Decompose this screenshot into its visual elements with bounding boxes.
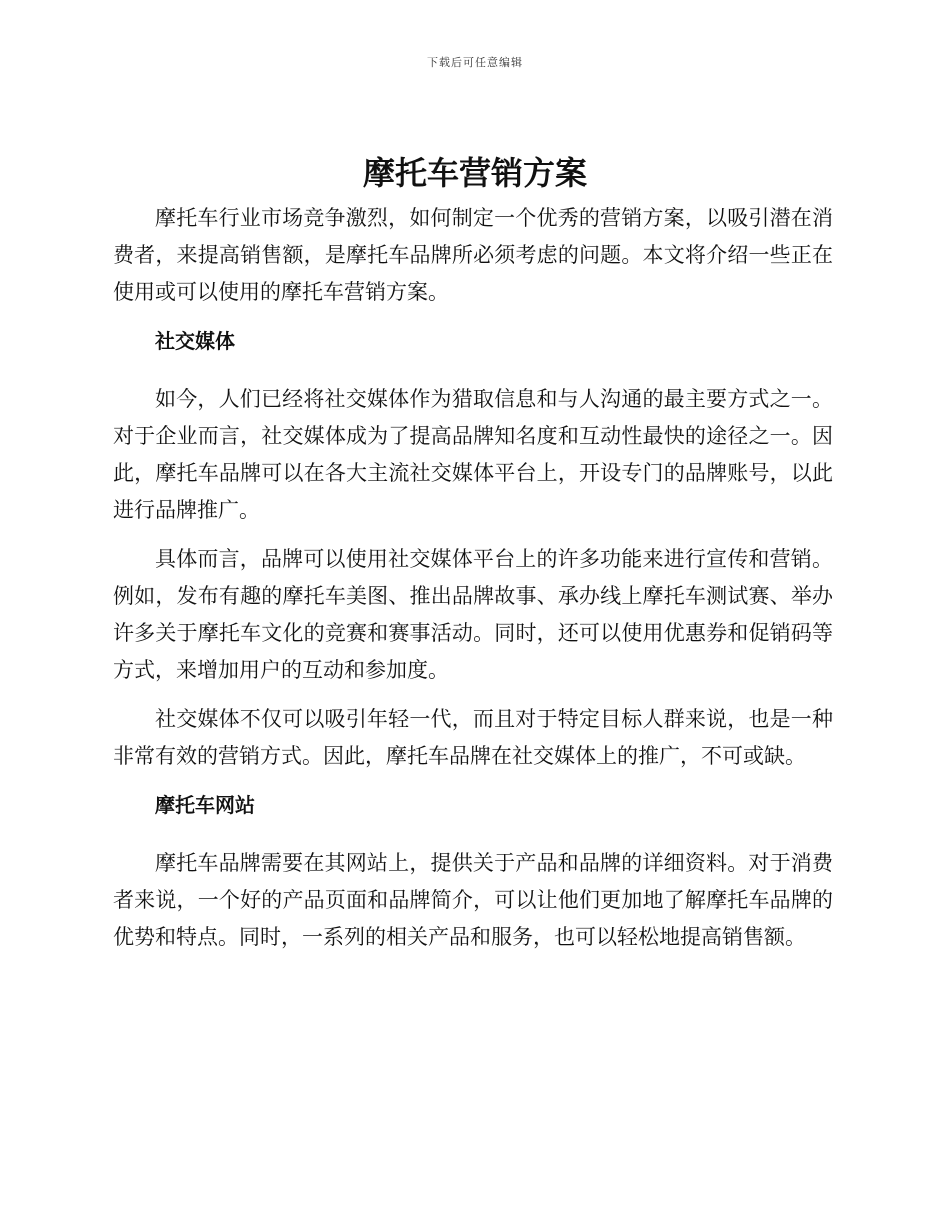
section-social-media: [113, 323, 833, 775]
body-paragraph: 社交媒体不仅可以吸引年轻一代，而且对于特定目标人群来说，也是一种非常有效的营销方式。因此，摩托车品牌在社交媒体上的推广，不可或缺。: [113, 707, 833, 768]
body-paragraph: 如今，人们已经将社交媒体作为猎取信息和与人沟通的最主要方式之一。对于企业而言，社交媒体成为了提高品牌知名度和互动性最快的途径之一。因此，摩托车品牌可以在各大主流社交媒体平台上，开设专门的品牌账号，以此进行品牌推广。: [113, 387, 833, 522]
body-paragraph: 具体而言，品牌可以使用社交媒体平台上的许多功能来进行宣传和营销。例如，发布有趣的摩托车美图、推出品牌故事、承办线上摩托车测试赛、举办许多关于摩托车文化的竞赛和赛事活动。同时，还可以使用优惠券和促销码等方式，来增加用户的互动和参加度。: [113, 547, 833, 682]
header-note: 下载后可任意编辑: [427, 56, 523, 69]
document-body: [113, 200, 833, 968]
section-heading: 社交媒体: [155, 329, 235, 353]
body-paragraph: 摩托车品牌需要在其网站上，提供关于产品和品牌的详细资料。对于消费者来说，一个好的产品页面和品牌简介，可以让他们更加地了解摩托车品牌的优势和特点。同时，一系列的相关产品和服务，也可以轻松地提高销售额。: [113, 851, 833, 949]
intro-paragraph: 摩托车行业市场竞争激烈，如何制定一个优秀的营销方案，以吸引潜在消费者，来提高销售额，是摩托车品牌所必须考虑的问题。本文将介绍一些正在使用或可以使用的摩托车营销方案。: [113, 206, 833, 304]
section-heading: 摩托车网站: [155, 793, 255, 817]
document-title: 摩托车营销方案: [362, 154, 587, 192]
section-motorcycle-website: [113, 787, 833, 956]
